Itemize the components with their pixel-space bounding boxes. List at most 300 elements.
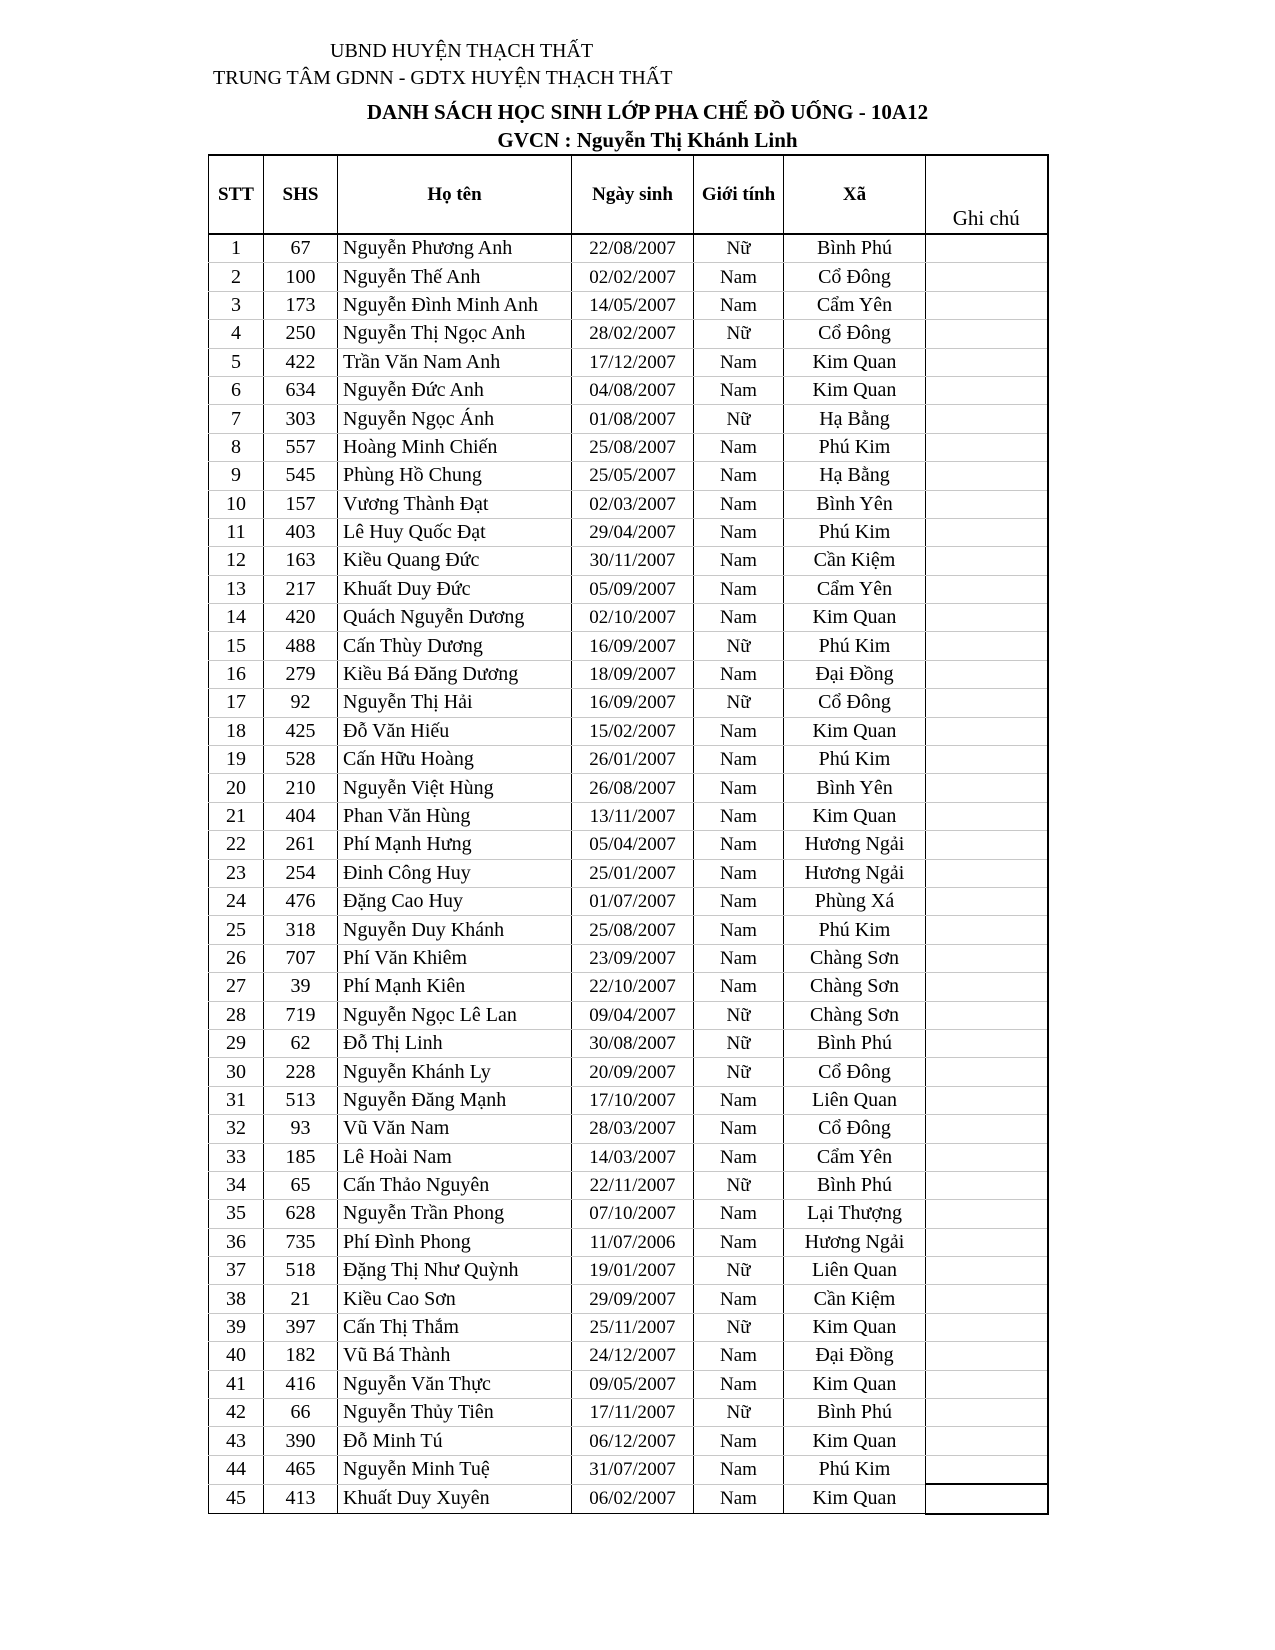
header-gender: Giới tính bbox=[694, 155, 784, 234]
cell-full-name: Nguyễn Duy Khánh bbox=[338, 916, 572, 944]
cell-gender: Nam bbox=[694, 859, 784, 887]
cell-shs: 719 bbox=[264, 1001, 338, 1029]
cell-shs: 628 bbox=[264, 1200, 338, 1228]
cell-note bbox=[926, 518, 1048, 546]
table-row bbox=[209, 831, 1048, 859]
cell-stt: 14 bbox=[209, 604, 264, 632]
cell-note bbox=[926, 1143, 1048, 1171]
cell-note bbox=[926, 1086, 1048, 1114]
cell-note bbox=[926, 1427, 1048, 1455]
cell-birth-date: 05/04/2007 bbox=[572, 831, 694, 859]
cell-shs: 488 bbox=[264, 632, 338, 660]
cell-note bbox=[926, 575, 1048, 603]
table-row bbox=[209, 1029, 1048, 1057]
cell-shs: 390 bbox=[264, 1427, 338, 1455]
cell-commune: Chàng Sơn bbox=[784, 973, 926, 1001]
cell-birth-date: 16/09/2007 bbox=[572, 632, 694, 660]
cell-shs: 518 bbox=[264, 1257, 338, 1285]
cell-gender: Nam bbox=[694, 660, 784, 688]
cell-note bbox=[926, 1200, 1048, 1228]
cell-gender: Nam bbox=[694, 1427, 784, 1455]
cell-stt: 4 bbox=[209, 320, 264, 348]
table-row bbox=[209, 689, 1048, 717]
cell-note bbox=[926, 405, 1048, 433]
table-row bbox=[209, 234, 1048, 263]
cell-birth-date: 17/10/2007 bbox=[572, 1086, 694, 1114]
cell-birth-date: 28/02/2007 bbox=[572, 320, 694, 348]
cell-shs: 21 bbox=[264, 1285, 338, 1313]
cell-commune: Bình Phú bbox=[784, 1171, 926, 1199]
cell-full-name: Nguyễn Văn Thực bbox=[338, 1370, 572, 1398]
cell-commune: Cổ Đông bbox=[784, 1115, 926, 1143]
cell-commune: Cần Kiệm bbox=[784, 1285, 926, 1313]
cell-note bbox=[926, 1058, 1048, 1086]
cell-birth-date: 24/12/2007 bbox=[572, 1342, 694, 1370]
cell-stt: 34 bbox=[209, 1171, 264, 1199]
cell-birth-date: 22/11/2007 bbox=[572, 1171, 694, 1199]
cell-shs: 397 bbox=[264, 1313, 338, 1341]
cell-shs: 228 bbox=[264, 1058, 338, 1086]
cell-gender: Nam bbox=[694, 1370, 784, 1398]
cell-stt: 25 bbox=[209, 916, 264, 944]
cell-birth-date: 11/07/2006 bbox=[572, 1228, 694, 1256]
cell-shs: 67 bbox=[264, 234, 338, 263]
cell-commune: Kim Quan bbox=[784, 1370, 926, 1398]
cell-full-name: Nguyễn Đức Anh bbox=[338, 376, 572, 404]
table-row bbox=[209, 1200, 1048, 1228]
cell-stt: 26 bbox=[209, 944, 264, 972]
student-table bbox=[208, 154, 1049, 1515]
cell-commune: Kim Quan bbox=[784, 717, 926, 745]
cell-commune: Liên Quan bbox=[784, 1257, 926, 1285]
table-row bbox=[209, 518, 1048, 546]
cell-birth-date: 25/01/2007 bbox=[572, 859, 694, 887]
cell-stt: 8 bbox=[209, 433, 264, 461]
cell-shs: 413 bbox=[264, 1484, 338, 1513]
cell-commune: Phú Kim bbox=[784, 518, 926, 546]
cell-gender: Nam bbox=[694, 1285, 784, 1313]
cell-commune: Phú Kim bbox=[784, 746, 926, 774]
cell-gender: Nữ bbox=[694, 689, 784, 717]
cell-shs: 420 bbox=[264, 604, 338, 632]
cell-shs: 403 bbox=[264, 518, 338, 546]
cell-birth-date: 25/08/2007 bbox=[572, 433, 694, 461]
cell-full-name: Vũ Bá Thành bbox=[338, 1342, 572, 1370]
cell-full-name: Nguyễn Phương Anh bbox=[338, 234, 572, 263]
cell-commune: Hương Ngải bbox=[784, 859, 926, 887]
cell-gender: Nam bbox=[694, 575, 784, 603]
table-row bbox=[209, 859, 1048, 887]
cell-full-name: Nguyễn Thủy Tiên bbox=[338, 1399, 572, 1427]
table-row bbox=[209, 660, 1048, 688]
cell-birth-date: 07/10/2007 bbox=[572, 1200, 694, 1228]
cell-birth-date: 22/08/2007 bbox=[572, 234, 694, 263]
cell-birth-date: 01/08/2007 bbox=[572, 405, 694, 433]
cell-commune: Kim Quan bbox=[784, 376, 926, 404]
cell-stt: 15 bbox=[209, 632, 264, 660]
table-row bbox=[209, 1455, 1048, 1484]
cell-full-name: Cấn Hữu Hoàng bbox=[338, 746, 572, 774]
cell-gender: Nam bbox=[694, 376, 784, 404]
table-row bbox=[209, 575, 1048, 603]
header-full-name: Họ tên bbox=[338, 155, 572, 234]
cell-stt: 33 bbox=[209, 1143, 264, 1171]
table-header-row bbox=[209, 155, 1048, 234]
cell-shs: 528 bbox=[264, 746, 338, 774]
cell-full-name: Nguyễn Ngọc Ánh bbox=[338, 405, 572, 433]
cell-shs: 39 bbox=[264, 973, 338, 1001]
cell-stt: 19 bbox=[209, 746, 264, 774]
cell-gender: Nam bbox=[694, 916, 784, 944]
cell-gender: Nam bbox=[694, 831, 784, 859]
cell-full-name: Vương Thành Đạt bbox=[338, 490, 572, 518]
cell-note bbox=[926, 973, 1048, 1001]
cell-stt: 38 bbox=[209, 1285, 264, 1313]
cell-note bbox=[926, 1257, 1048, 1285]
table-row bbox=[209, 1427, 1048, 1455]
cell-stt: 17 bbox=[209, 689, 264, 717]
cell-stt: 3 bbox=[209, 291, 264, 319]
cell-shs: 557 bbox=[264, 433, 338, 461]
table-row bbox=[209, 1313, 1048, 1341]
cell-shs: 416 bbox=[264, 1370, 338, 1398]
cell-commune: Cẩm Yên bbox=[784, 575, 926, 603]
cell-gender: Nam bbox=[694, 1200, 784, 1228]
cell-gender: Nữ bbox=[694, 234, 784, 263]
cell-note bbox=[926, 774, 1048, 802]
cell-commune: Cổ Đông bbox=[784, 263, 926, 291]
cell-full-name: Phí Văn Khiêm bbox=[338, 944, 572, 972]
homeroom-teacher: GVCN : Nguyễn Thị Khánh Linh bbox=[497, 128, 798, 152]
cell-note bbox=[926, 1285, 1048, 1313]
cell-stt: 18 bbox=[209, 717, 264, 745]
cell-gender: Nữ bbox=[694, 632, 784, 660]
cell-shs: 100 bbox=[264, 263, 338, 291]
cell-stt: 41 bbox=[209, 1370, 264, 1398]
cell-birth-date: 22/10/2007 bbox=[572, 973, 694, 1001]
cell-note bbox=[926, 604, 1048, 632]
cell-birth-date: 30/11/2007 bbox=[572, 547, 694, 575]
cell-birth-date: 05/09/2007 bbox=[572, 575, 694, 603]
cell-full-name: Khuất Duy Đức bbox=[338, 575, 572, 603]
table-row bbox=[209, 433, 1048, 461]
cell-gender: Nam bbox=[694, 1484, 784, 1513]
table-row bbox=[209, 291, 1048, 319]
cell-note bbox=[926, 1455, 1048, 1484]
cell-stt: 23 bbox=[209, 859, 264, 887]
cell-note bbox=[926, 291, 1048, 319]
cell-full-name: Đỗ Văn Hiếu bbox=[338, 717, 572, 745]
cell-shs: 65 bbox=[264, 1171, 338, 1199]
cell-stt: 32 bbox=[209, 1115, 264, 1143]
table-row bbox=[209, 1257, 1048, 1285]
cell-birth-date: 14/03/2007 bbox=[572, 1143, 694, 1171]
cell-full-name: Cấn Thị Thắm bbox=[338, 1313, 572, 1341]
cell-birth-date: 17/11/2007 bbox=[572, 1399, 694, 1427]
cell-note bbox=[926, 660, 1048, 688]
cell-commune: Lại Thượng bbox=[784, 1200, 926, 1228]
cell-commune: Hạ Bằng bbox=[784, 462, 926, 490]
cell-stt: 36 bbox=[209, 1228, 264, 1256]
cell-commune: Kim Quan bbox=[784, 802, 926, 830]
cell-gender: Nữ bbox=[694, 1313, 784, 1341]
table-row bbox=[209, 1285, 1048, 1313]
cell-stt: 29 bbox=[209, 1029, 264, 1057]
cell-shs: 182 bbox=[264, 1342, 338, 1370]
cell-gender: Nữ bbox=[694, 1029, 784, 1057]
cell-note bbox=[926, 1171, 1048, 1199]
table-row bbox=[209, 973, 1048, 1001]
cell-full-name: Cấn Thùy Dương bbox=[338, 632, 572, 660]
cell-stt: 1 bbox=[209, 234, 264, 263]
cell-stt: 12 bbox=[209, 547, 264, 575]
cell-commune: Kim Quan bbox=[784, 1427, 926, 1455]
cell-shs: 318 bbox=[264, 916, 338, 944]
cell-stt: 5 bbox=[209, 348, 264, 376]
cell-gender: Nữ bbox=[694, 1058, 784, 1086]
header-stt: STT bbox=[209, 155, 264, 234]
cell-note bbox=[926, 1370, 1048, 1398]
cell-commune: Cổ Đông bbox=[784, 1058, 926, 1086]
table-row bbox=[209, 1086, 1048, 1114]
table-row bbox=[209, 1001, 1048, 1029]
cell-birth-date: 16/09/2007 bbox=[572, 689, 694, 717]
table-row bbox=[209, 802, 1048, 830]
cell-gender: Nam bbox=[694, 462, 784, 490]
cell-full-name: Phí Mạnh Kiên bbox=[338, 973, 572, 1001]
table-row bbox=[209, 348, 1048, 376]
cell-shs: 62 bbox=[264, 1029, 338, 1057]
table-row bbox=[209, 263, 1048, 291]
table-row bbox=[209, 376, 1048, 404]
header-shs: SHS bbox=[264, 155, 338, 234]
table-row bbox=[209, 1115, 1048, 1143]
cell-gender: Nam bbox=[694, 1086, 784, 1114]
cell-shs: 476 bbox=[264, 887, 338, 915]
cell-birth-date: 02/03/2007 bbox=[572, 490, 694, 518]
cell-stt: 21 bbox=[209, 802, 264, 830]
table-row bbox=[209, 1342, 1048, 1370]
cell-commune: Hương Ngải bbox=[784, 831, 926, 859]
cell-stt: 43 bbox=[209, 1427, 264, 1455]
cell-stt: 44 bbox=[209, 1455, 264, 1484]
cell-full-name: Lê Huy Quốc Đạt bbox=[338, 518, 572, 546]
cell-commune: Kim Quan bbox=[784, 1484, 926, 1513]
cell-birth-date: 25/08/2007 bbox=[572, 916, 694, 944]
cell-note bbox=[926, 916, 1048, 944]
cell-note bbox=[926, 348, 1048, 376]
cell-note bbox=[926, 746, 1048, 774]
cell-gender: Nữ bbox=[694, 405, 784, 433]
cell-stt: 31 bbox=[209, 1086, 264, 1114]
cell-commune: Cổ Đông bbox=[784, 320, 926, 348]
cell-note bbox=[926, 689, 1048, 717]
cell-note bbox=[926, 547, 1048, 575]
cell-shs: 173 bbox=[264, 291, 338, 319]
cell-shs: 404 bbox=[264, 802, 338, 830]
cell-gender: Nam bbox=[694, 604, 784, 632]
cell-stt: 45 bbox=[209, 1484, 264, 1513]
table-row bbox=[209, 774, 1048, 802]
table-row bbox=[209, 604, 1048, 632]
cell-full-name: Nguyễn Thị Ngọc Anh bbox=[338, 320, 572, 348]
cell-full-name: Đỗ Thị Linh bbox=[338, 1029, 572, 1057]
cell-stt: 20 bbox=[209, 774, 264, 802]
cell-note bbox=[926, 376, 1048, 404]
cell-birth-date: 26/01/2007 bbox=[572, 746, 694, 774]
table-row bbox=[209, 1370, 1048, 1398]
cell-note bbox=[926, 717, 1048, 745]
cell-birth-date: 25/11/2007 bbox=[572, 1313, 694, 1341]
document-title: DANH SÁCH HỌC SINH LỚP PHA CHẾ ĐỒ UỐNG - 10A12 bbox=[366, 100, 929, 124]
cell-birth-date: 02/10/2007 bbox=[572, 604, 694, 632]
cell-note bbox=[926, 462, 1048, 490]
cell-stt: 7 bbox=[209, 405, 264, 433]
cell-gender: Nam bbox=[694, 518, 784, 546]
cell-birth-date: 28/03/2007 bbox=[572, 1115, 694, 1143]
cell-birth-date: 23/09/2007 bbox=[572, 944, 694, 972]
cell-birth-date: 14/05/2007 bbox=[572, 291, 694, 319]
cell-commune: Bình Phú bbox=[784, 1399, 926, 1427]
cell-stt: 27 bbox=[209, 973, 264, 1001]
cell-shs: 303 bbox=[264, 405, 338, 433]
cell-note bbox=[926, 1313, 1048, 1341]
cell-full-name: Nguyễn Trần Phong bbox=[338, 1200, 572, 1228]
cell-birth-date: 20/09/2007 bbox=[572, 1058, 694, 1086]
table-row bbox=[209, 717, 1048, 745]
cell-note bbox=[926, 859, 1048, 887]
cell-birth-date: 13/11/2007 bbox=[572, 802, 694, 830]
cell-shs: 707 bbox=[264, 944, 338, 972]
cell-birth-date: 26/08/2007 bbox=[572, 774, 694, 802]
cell-shs: 422 bbox=[264, 348, 338, 376]
header-note: Ghi chú bbox=[926, 155, 1048, 234]
cell-stt: 39 bbox=[209, 1313, 264, 1341]
cell-shs: 185 bbox=[264, 1143, 338, 1171]
cell-full-name: Trần Văn Nam Anh bbox=[338, 348, 572, 376]
table-row bbox=[209, 547, 1048, 575]
header-birth-date: Ngày sinh bbox=[572, 155, 694, 234]
cell-full-name: Khuất Duy Xuyên bbox=[338, 1484, 572, 1513]
table-row bbox=[209, 632, 1048, 660]
cell-full-name: Đỗ Minh Tú bbox=[338, 1427, 572, 1455]
cell-commune: Hạ Bằng bbox=[784, 405, 926, 433]
cell-gender: Nam bbox=[694, 1115, 784, 1143]
cell-commune: Phú Kim bbox=[784, 632, 926, 660]
cell-note bbox=[926, 433, 1048, 461]
cell-stt: 37 bbox=[209, 1257, 264, 1285]
cell-birth-date: 09/04/2007 bbox=[572, 1001, 694, 1029]
cell-full-name: Kiều Bá Đăng Dương bbox=[338, 660, 572, 688]
cell-commune: Phú Kim bbox=[784, 1455, 926, 1484]
cell-gender: Nam bbox=[694, 1228, 784, 1256]
cell-full-name: Phí Đình Phong bbox=[338, 1228, 572, 1256]
cell-note bbox=[926, 831, 1048, 859]
table-row bbox=[209, 1228, 1048, 1256]
cell-commune: Cổ Đông bbox=[784, 689, 926, 717]
cell-shs: 254 bbox=[264, 859, 338, 887]
cell-gender: Nam bbox=[694, 1455, 784, 1484]
cell-birth-date: 29/04/2007 bbox=[572, 518, 694, 546]
cell-full-name: Nguyễn Đình Minh Anh bbox=[338, 291, 572, 319]
cell-note bbox=[926, 632, 1048, 660]
cell-full-name: Nguyễn Minh Tuệ bbox=[338, 1455, 572, 1484]
cell-shs: 425 bbox=[264, 717, 338, 745]
cell-full-name: Kiều Cao Sơn bbox=[338, 1285, 572, 1313]
cell-shs: 261 bbox=[264, 831, 338, 859]
cell-shs: 217 bbox=[264, 575, 338, 603]
cell-note bbox=[926, 263, 1048, 291]
cell-gender: Nam bbox=[694, 348, 784, 376]
cell-commune: Phú Kim bbox=[784, 916, 926, 944]
cell-full-name: Lê Hoài Nam bbox=[338, 1143, 572, 1171]
cell-gender: Nam bbox=[694, 887, 784, 915]
cell-gender: Nam bbox=[694, 263, 784, 291]
table-row bbox=[209, 1399, 1048, 1427]
cell-stt: 35 bbox=[209, 1200, 264, 1228]
cell-shs: 66 bbox=[264, 1399, 338, 1427]
cell-birth-date: 09/05/2007 bbox=[572, 1370, 694, 1398]
cell-note bbox=[926, 234, 1048, 263]
cell-commune: Kim Quan bbox=[784, 1313, 926, 1341]
cell-full-name: Phan Văn Hùng bbox=[338, 802, 572, 830]
cell-note bbox=[926, 1029, 1048, 1057]
cell-commune: Đại Đồng bbox=[784, 660, 926, 688]
cell-stt: 28 bbox=[209, 1001, 264, 1029]
cell-stt: 9 bbox=[209, 462, 264, 490]
cell-note bbox=[926, 1342, 1048, 1370]
cell-note bbox=[926, 320, 1048, 348]
cell-shs: 210 bbox=[264, 774, 338, 802]
cell-birth-date: 02/02/2007 bbox=[572, 263, 694, 291]
center-name: TRUNG TÂM GDNN - GDTX HUYỆN THẠCH THẤT bbox=[213, 67, 673, 89]
cell-stt: 42 bbox=[209, 1399, 264, 1427]
cell-stt: 13 bbox=[209, 575, 264, 603]
cell-gender: Nam bbox=[694, 490, 784, 518]
cell-shs: 92 bbox=[264, 689, 338, 717]
organization-name: UBND HUYỆN THẠCH THẤT bbox=[330, 40, 594, 62]
cell-stt: 22 bbox=[209, 831, 264, 859]
cell-note bbox=[926, 887, 1048, 915]
cell-note bbox=[926, 1001, 1048, 1029]
cell-full-name: Hoàng Minh Chiến bbox=[338, 433, 572, 461]
cell-stt: 6 bbox=[209, 376, 264, 404]
cell-full-name: Phùng Hồ Chung bbox=[338, 462, 572, 490]
cell-full-name: Nguyễn Thế Anh bbox=[338, 263, 572, 291]
cell-birth-date: 29/09/2007 bbox=[572, 1285, 694, 1313]
cell-full-name: Đinh Công Huy bbox=[338, 859, 572, 887]
cell-birth-date: 31/07/2007 bbox=[572, 1455, 694, 1484]
cell-gender: Nam bbox=[694, 291, 784, 319]
cell-note bbox=[926, 1399, 1048, 1427]
cell-gender: Nam bbox=[694, 944, 784, 972]
cell-gender: Nữ bbox=[694, 1257, 784, 1285]
cell-note bbox=[926, 1484, 1048, 1513]
cell-gender: Nam bbox=[694, 1143, 784, 1171]
cell-birth-date: 18/09/2007 bbox=[572, 660, 694, 688]
cell-shs: 279 bbox=[264, 660, 338, 688]
cell-stt: 2 bbox=[209, 263, 264, 291]
cell-stt: 11 bbox=[209, 518, 264, 546]
cell-full-name: Đặng Thị Như Quỳnh bbox=[338, 1257, 572, 1285]
cell-gender: Nam bbox=[694, 973, 784, 1001]
cell-commune: Kim Quan bbox=[784, 348, 926, 376]
cell-commune: Cẩm Yên bbox=[784, 291, 926, 319]
cell-gender: Nam bbox=[694, 547, 784, 575]
cell-birth-date: 01/07/2007 bbox=[572, 887, 694, 915]
table-row bbox=[209, 1058, 1048, 1086]
cell-commune: Cẩm Yên bbox=[784, 1143, 926, 1171]
